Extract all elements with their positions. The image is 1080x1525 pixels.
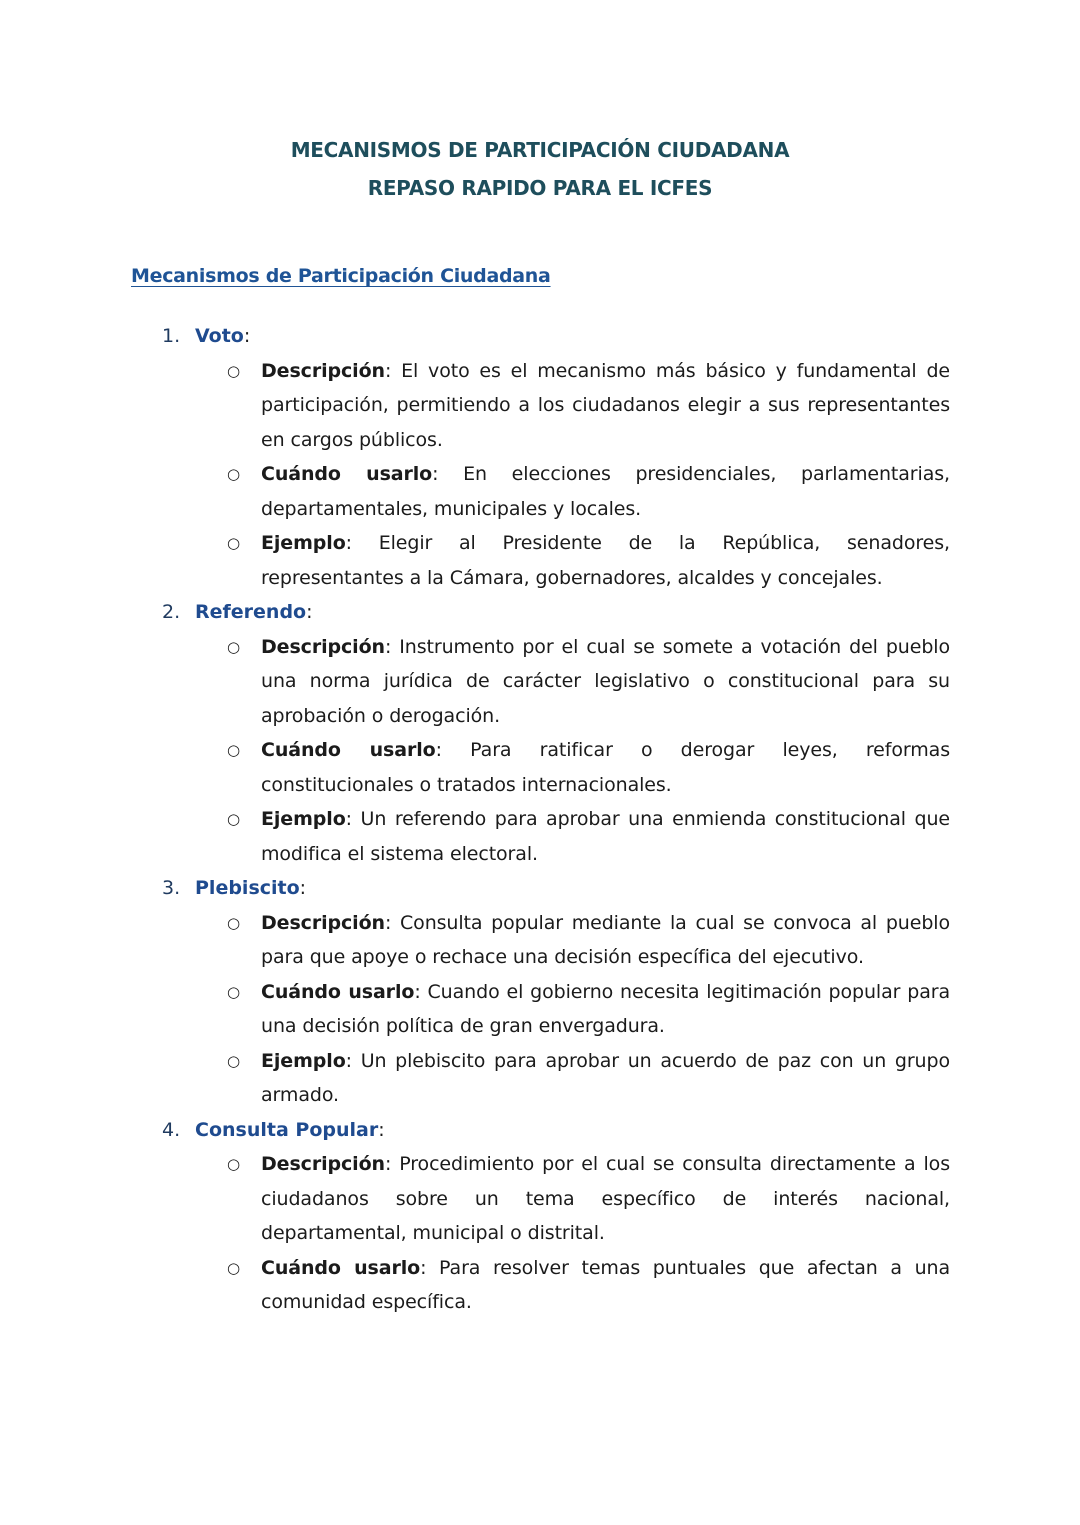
mechanism-title-text: Consulta Popular xyxy=(195,1118,379,1141)
hollow-bullet-icon: ○ xyxy=(227,534,240,552)
detail-label: Ejemplo xyxy=(261,808,346,830)
mechanism-number: 1. xyxy=(162,325,181,347)
detail-label: Descripción xyxy=(261,359,385,382)
hollow-bullet-icon: ○ xyxy=(227,1051,240,1070)
detail-label: Ejemplo xyxy=(261,1049,346,1072)
detail-label: Cuándo usarlo xyxy=(261,739,436,761)
title-block xyxy=(0,131,1080,207)
mechanism-detail: ○ Cuándo usarlo: Para ratificar o derogar leyes, reformas constitucionales o tratados internacionales. xyxy=(160,733,950,802)
colon: : xyxy=(243,325,251,347)
mechanism-number: 4. xyxy=(162,1118,181,1141)
detail-text: Elegir al Presidente de la República, senadores, representantes a la Cámara, gobernadores, alcaldes y concejales. xyxy=(261,532,950,589)
detail-text: Cuando el gobierno necesita legitimación popular para una decisión política de gran envergadura. xyxy=(261,980,950,1037)
detail-text: Procedimiento por el cual se consulta directamente a los ciudadanos sobre un tema específico de interés nacional, departamental, municipal o distrital. xyxy=(261,1153,950,1244)
section-heading: Mecanismos de Participación Ciudadana xyxy=(131,265,551,287)
hollow-bullet-icon: ○ xyxy=(227,741,240,759)
mechanism-title xyxy=(195,1113,385,1148)
mechanism-title xyxy=(195,871,306,906)
mechanism-title-text: Plebiscito xyxy=(195,877,300,899)
mechanism-heading xyxy=(160,595,950,630)
mechanism-title xyxy=(195,319,250,354)
detail-text: Un referendo para aprobar una enmienda constitucional que modifica el sistema electoral. xyxy=(261,808,950,865)
colon: : xyxy=(378,1118,385,1141)
detail-text: Un plebiscito para aprobar un acuerdo de paz con un grupo armado. xyxy=(261,1049,950,1106)
detail-label: Descripción xyxy=(261,635,385,658)
mechanism-detail: ○ Cuándo usarlo: En elecciones presidenciales, parlamentarias, departamentales, municipales y locales. xyxy=(160,457,950,526)
hollow-bullet-icon: ○ xyxy=(227,1258,240,1277)
document-subtitle: REPASO RAPIDO PARA EL ICFES xyxy=(367,176,713,200)
detail-text: En elecciones presidenciales, parlamentarias, departamentales, municipales y locales. xyxy=(261,463,950,520)
mechanism-detail: ○ Ejemplo: Un plebiscito para aprobar un acuerdo de paz con un grupo armado. xyxy=(160,1044,950,1113)
mechanism-item xyxy=(160,595,950,871)
mechanism-detail: ○ Descripción: El voto es el mecanismo más básico y fundamental de participación, permitiendo a los ciudadanos elegir a sus representantes en cargos públicos. xyxy=(160,354,950,458)
mechanism-detail: ○ Descripción: Instrumento por el cual se somete a votación del pueblo una norma jurídica de carácter legislativo o constitucional para su aprobación o derogación. xyxy=(160,630,950,734)
mechanism-detail: ○ Descripción: Procedimiento por el cual se consulta directamente a los ciudadanos sobre un tema específico de interés nacional, departamental, municipal o distrital. xyxy=(160,1147,950,1251)
mechanism-heading xyxy=(160,1113,950,1148)
mechanism-detail: ○ Descripción: Consulta popular mediante la cual se convoca al pueblo para que apoye o rechace una decisión específica del ejecutivo. xyxy=(160,906,950,975)
mechanism-detail: ○ Cuándo usarlo: Cuando el gobierno necesita legitimación popular para una decisión política de gran envergadura. xyxy=(160,975,950,1044)
mechanisms-list xyxy=(160,319,950,1320)
mechanism-heading xyxy=(160,871,950,906)
mechanism-item xyxy=(160,1113,950,1320)
hollow-bullet-icon: ○ xyxy=(227,913,240,932)
mechanism-title xyxy=(195,595,313,630)
hollow-bullet-icon: ○ xyxy=(227,637,240,656)
detail-text: El voto es el mecanismo más básico y fundamental de participación, permitiendo a los ciudadanos elegir a sus representantes en cargos públicos. xyxy=(261,359,951,451)
detail-label: Cuándo usarlo xyxy=(261,463,433,485)
mechanism-title-text: Voto xyxy=(195,325,244,347)
detail-label: Cuándo usarlo xyxy=(261,1256,421,1279)
hollow-bullet-icon: ○ xyxy=(227,1155,240,1173)
mechanism-detail: ○ Ejemplo: Elegir al Presidente de la República, senadores, representantes a la Cámara, gobernadores, alcaldes y concejales. xyxy=(160,526,950,595)
hollow-bullet-icon: ○ xyxy=(227,982,240,1001)
mechanism-detail: ○ Ejemplo: Un referendo para aprobar una enmienda constitucional que modifica el sistema electoral. xyxy=(160,802,950,871)
detail-text: Instrumento por el cual se somete a votación del pueblo una norma jurídica de carácter legislativo o constitucional para su aprobación o derogación. xyxy=(261,635,950,727)
mechanism-title-text: Referendo xyxy=(195,601,307,623)
hollow-bullet-icon: ○ xyxy=(227,810,240,828)
detail-text: Para resolver temas puntuales que afectan a una comunidad específica. xyxy=(261,1256,950,1313)
detail-label: Descripción xyxy=(261,911,385,934)
mechanism-item xyxy=(160,871,950,1113)
hollow-bullet-icon: ○ xyxy=(227,465,240,483)
mechanism-number: 2. xyxy=(162,601,181,623)
colon: : xyxy=(299,877,307,899)
colon: : xyxy=(306,601,313,623)
mechanism-detail: ○ Cuándo usarlo: Para resolver temas puntuales que afectan a una comunidad específica. xyxy=(160,1251,950,1320)
mechanism-item xyxy=(160,319,950,595)
hollow-bullet-icon: ○ xyxy=(227,361,240,380)
detail-text: Para ratificar o derogar leyes, reformas constitucionales o tratados internacionales. xyxy=(261,739,951,796)
detail-label: Ejemplo xyxy=(261,532,346,554)
document-title: MECANISMOS DE PARTICIPACIÓN CIUDADANA xyxy=(290,138,790,162)
detail-label: Descripción xyxy=(261,1153,385,1175)
detail-label: Cuándo usarlo xyxy=(261,980,415,1003)
mechanism-heading xyxy=(160,319,950,354)
detail-text: Consulta popular mediante la cual se convoca al pueblo para que apoye o rechace una decisión específica del ejecutivo. xyxy=(261,911,950,968)
mechanism-number: 3. xyxy=(162,877,181,899)
